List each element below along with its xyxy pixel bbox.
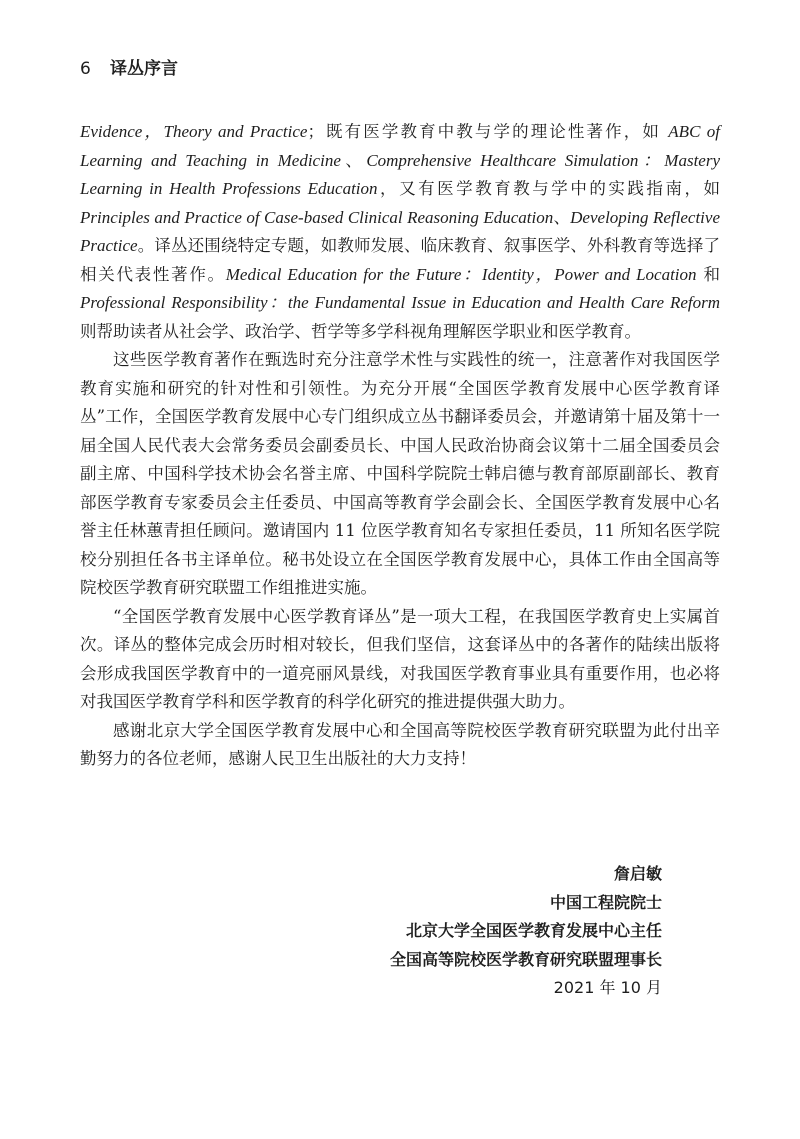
paragraph-acknowledgements: 感谢北京大学全国医学教育发展中心和全国高等院校医学教育研究联盟为此付出辛勤努力的各位老师，感谢人民卫生出版社的大力支持！ [80, 720, 720, 768]
author-title: 北京大学全国医学教育发展中心主任 [405, 921, 662, 940]
text-span: 、 [340, 150, 367, 170]
text-span: 和 [696, 264, 721, 284]
author-title: 全国高等院校医学教育研究联盟理事长 [389, 949, 662, 969]
book-title: Medical Education for the Future：Identity，Power and Location [225, 264, 697, 284]
signature-date: 2021 年 10 月 [553, 978, 662, 997]
signature-block [80, 860, 662, 1003]
body-text [80, 118, 720, 774]
paragraph-continuation [80, 118, 720, 346]
paragraph-selection-criteria: 这些医学教育著作在甄选时充分注意学术性与实践性的统一，注意著作对我国医学教育实施和研究的针对性和引领性。为充分开展“全国医学教育发展中心医学教育译丛”工作，全国医学教育发展中心专门组织成立丛书翻译委员会，并邀请第十届及第十一届全国人民代表大会常务委员会副委员长、中国人民政治协商会议第十二届全国委员会副主席、中国科学技术协会名誉主席、中国科学院院士韩启德与教育部原副部长、教育部医学教育专家委员会主任委员、中国高等教育学会副会长、全国医学教育发展中心名誉主任林蕙青担任顾问。邀请国内 11 位医学教育知名专家担任委员，11 所知名医学院校分别担任各书主译单位。秘书处设立在全国医学教育发展中心，具体工作由全国高等院校医学教育研究联盟工作组推进实施。 [80, 350, 720, 597]
author-title: 中国工程院院士 [549, 892, 662, 912]
text-span: 、 [553, 207, 571, 227]
book-title: Developing Reflective Practice [80, 207, 720, 255]
text-span: ；既有医学教育中教与学的理论性著作，如 [307, 122, 669, 141]
book-title: ABC of Learning and Teaching in Medicine [80, 122, 720, 170]
text-span: ，又有医学教育教与学中的实践指南，如 [377, 179, 721, 198]
running-header [80, 58, 178, 80]
book-title: Evidence，Theory and Practice [80, 122, 308, 141]
book-title: Professional Responsibility：the Fundamental Issue in Education and Health Care Reform [80, 293, 720, 312]
page-number: 6 [80, 59, 91, 79]
paragraph-significance: “全国医学教育发展中心医学教育译丛”是一项大工程，在我国医学教育史上实属首次。译丛的整体完成会历时相对较长，但我们坚信，这套译丛中的各著作的陆续出版将会形成我国医学教育中的一道亮丽风景线，对我国医学教育事业具有重要作用，也必将对我国医学教育学科和医学教育的科学化研究的推进提供强大助力。 [80, 606, 720, 711]
author-name: 詹启敏 [613, 864, 662, 883]
text-span: 。译丛还围绕特定专题，如教师发展、临床教育、叙事医学、外科教育等选择了相关代表性著作。 [80, 236, 720, 284]
book-title: Principles and Practice of Case-based Clinical Reasoning Education [80, 207, 554, 227]
book-title: Comprehensive Healthcare Simulation：Mastery Learning in Health Professions Education [80, 150, 721, 198]
header-title: 译丛序言 [110, 59, 178, 79]
text-span: 则帮助读者从社会学、政治学、哲学等多学科视角理解医学职业和医学教育。 [80, 321, 641, 341]
